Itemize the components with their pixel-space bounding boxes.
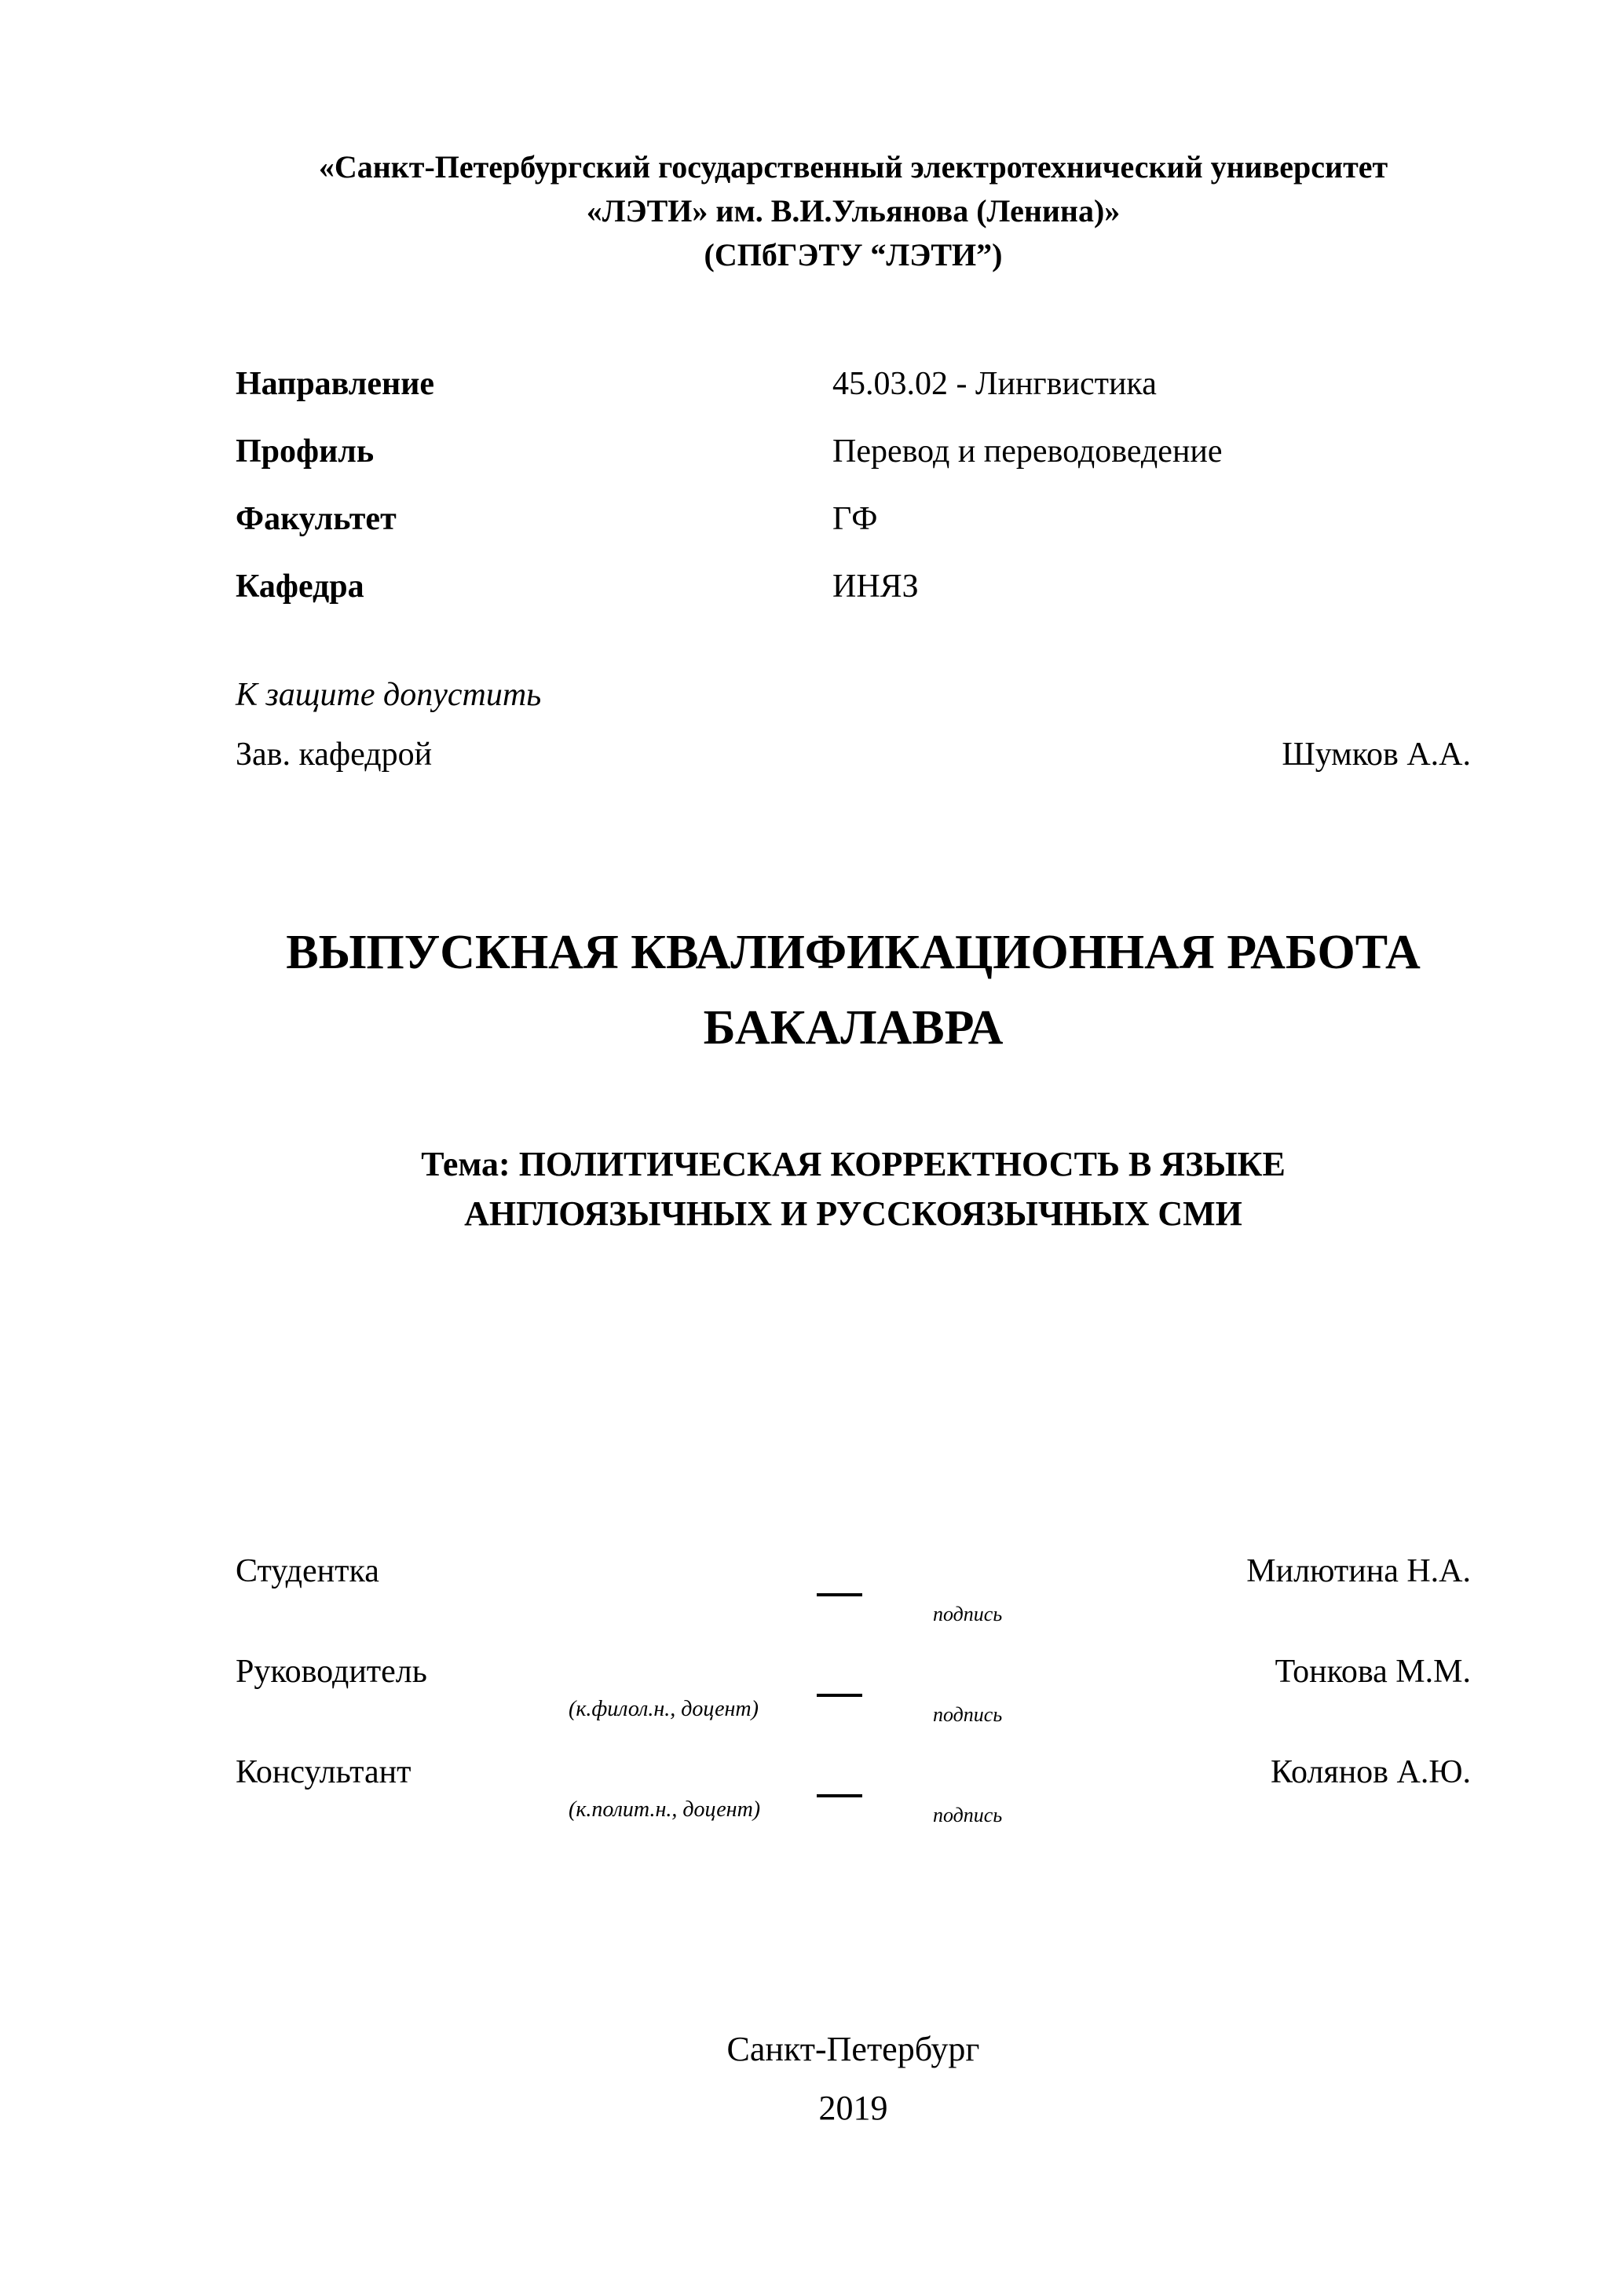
thesis-title (236, 915, 1471, 1066)
department-value: ИНЯЗ (832, 569, 919, 605)
signatures-block (236, 1552, 1471, 1854)
thesis-title-line2: БАКАЛАВРА (703, 1001, 1004, 1055)
supervisor-signature-caption: подпись (933, 1703, 1003, 1727)
student-signature-line (817, 1560, 862, 1596)
thesis-topic-line1: Тема: ПОЛИТИЧЕСКАЯ КОРРЕКТНОСТЬ В ЯЗЫКЕ (421, 1145, 1286, 1184)
university-header (236, 145, 1471, 277)
approval-statement: К защите допустить (236, 677, 542, 713)
profile-label: Профиль (236, 433, 375, 470)
university-name-line1: «Санкт-Петербургский государственный электротехнический университет (318, 149, 1388, 185)
signature-row-student (236, 1552, 1471, 1653)
info-row-department (236, 568, 1471, 605)
student-signature-caption: подпись (933, 1603, 1003, 1626)
info-row-profile (236, 433, 1471, 470)
profile-value: Перевод и переводоведение (832, 433, 1223, 470)
faculty-value: ГФ (832, 501, 878, 537)
program-info-block (236, 365, 1471, 605)
university-abbreviation: (СПбГЭТУ “ЛЭТИ”) (704, 237, 1003, 272)
signature-row-supervisor (236, 1653, 1471, 1753)
info-row-faculty (236, 500, 1471, 538)
thesis-topic (236, 1140, 1471, 1238)
signature-row-consultant (236, 1753, 1471, 1854)
consultant-qualifier: (к.полит.н., доцент) (569, 1797, 761, 1823)
consultant-signature-caption: подпись (933, 1804, 1003, 1827)
thesis-topic-line2: АНГЛОЯЗЫЧНЫХ И РУССКОЯЗЫЧНЫХ СМИ (464, 1194, 1242, 1233)
info-row-direction (236, 365, 1471, 403)
student-name: Милютина Н.А. (1246, 1553, 1471, 1590)
city-label: Санкт-Петербург (726, 2030, 980, 2069)
approval-block (236, 676, 1471, 773)
supervisor-signature-line (817, 1661, 862, 1697)
approval-row (236, 736, 1471, 773)
year-label: 2019 (818, 2088, 888, 2127)
supervisor-qualifier: (к.филол.н., доцент) (569, 1697, 759, 1722)
supervisor-role-label: Руководитель (236, 1654, 427, 1691)
supervisor-name: Тонкова М.М. (1275, 1654, 1471, 1691)
student-role-label: Студентка (236, 1553, 379, 1590)
thesis-title-line1: ВЫПУСКНАЯ КВАЛИФИКАЦИОННАЯ РАБОТА (286, 926, 1421, 979)
direction-value: 45.03.02 - Лингвистика (832, 366, 1157, 402)
department-label: Кафедра (236, 569, 364, 605)
consultant-role-label: Консультант (236, 1754, 411, 1791)
consultant-signature-line (817, 1761, 862, 1797)
university-name-line2: «ЛЭТИ» им. В.И.Ульянова (Ленина)» (586, 193, 1121, 229)
head-of-department-name: Шумков А.А. (1282, 737, 1471, 773)
faculty-label: Факультет (236, 501, 397, 537)
consultant-name: Колянов А.Ю. (1271, 1754, 1471, 1791)
direction-label: Направление (236, 366, 435, 402)
head-of-department-label: Зав. кафедрой (236, 737, 433, 773)
footer-block (236, 2020, 1471, 2138)
